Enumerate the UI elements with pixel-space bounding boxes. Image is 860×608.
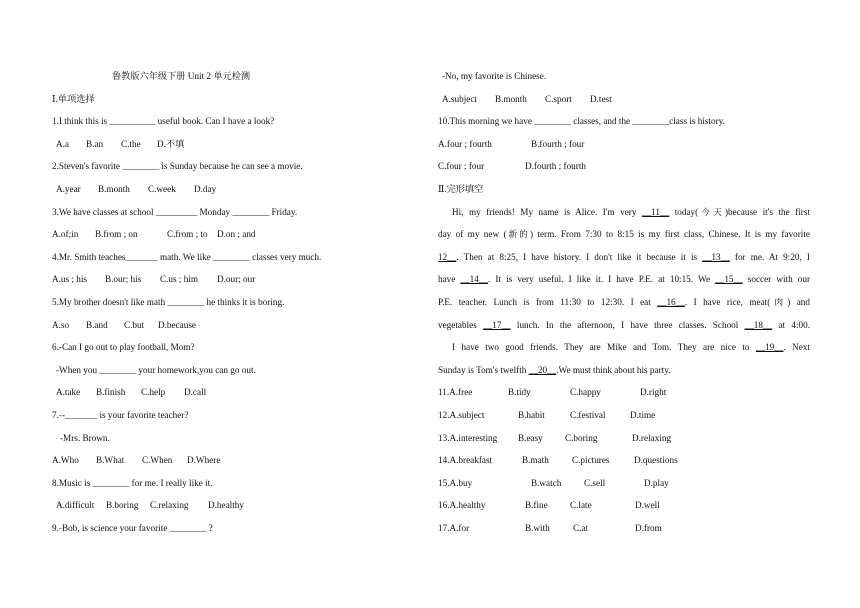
option: B.and bbox=[86, 319, 108, 330]
question-7-line-2: -Mrs. Brown. bbox=[60, 432, 110, 443]
passage-text: I have two good friends. They are Mike and Tom. They are nice to bbox=[452, 342, 756, 353]
option: C.late bbox=[570, 500, 592, 511]
passage-text: P.E. teacher. Lunch is from 11:30 to 12:30. I eat bbox=[438, 296, 658, 307]
option: D.play bbox=[644, 477, 669, 488]
option: D.from bbox=[635, 522, 662, 533]
option: B.fourth ; four bbox=[531, 138, 585, 149]
section-heading-multiple-choice: Ⅰ.单项选择 bbox=[52, 93, 95, 104]
passage-text: lunch. In the afternoon, I have three classes. School bbox=[510, 319, 745, 330]
passage-text: at 4:00. bbox=[772, 319, 810, 330]
option: A.a bbox=[56, 138, 70, 149]
option: C.help bbox=[141, 387, 166, 398]
option: A.of;in bbox=[52, 229, 79, 240]
blank-11: __11__ bbox=[641, 206, 670, 217]
option: D.fourth ; fourth bbox=[525, 161, 586, 172]
passage-text: . Next bbox=[783, 342, 811, 353]
option: C.but bbox=[124, 319, 145, 330]
option: A.so bbox=[52, 319, 70, 330]
option: D.well bbox=[635, 500, 660, 511]
option: A.subject bbox=[442, 93, 477, 104]
option: C.relaxing bbox=[150, 500, 189, 511]
option: A.Who bbox=[52, 455, 79, 466]
passage-line-6 bbox=[438, 314, 810, 337]
option: D.day bbox=[194, 183, 217, 194]
passage-text: 新的 bbox=[506, 230, 530, 241]
option: 14.A.breakfast bbox=[438, 455, 493, 466]
left-column bbox=[52, 65, 412, 539]
question-4: 4.Mr. Smith teaches_______ math. We like ________ classes very much. bbox=[52, 251, 322, 262]
option: D.healthy bbox=[208, 500, 244, 511]
option: D.on ; and bbox=[217, 229, 256, 240]
option: B.habit bbox=[518, 409, 545, 420]
passage-text: ) term. From 7:30 to 8:15 is my first class, Chinese. It is my favorite bbox=[529, 229, 810, 240]
passage-line-3 bbox=[438, 246, 810, 269]
option: C.at bbox=[573, 522, 589, 533]
option: B.our; his bbox=[105, 274, 142, 285]
option: D.relaxing bbox=[632, 432, 672, 443]
question-2-options bbox=[52, 178, 412, 201]
question-8-options bbox=[52, 494, 412, 517]
passage-text: today( bbox=[669, 206, 699, 217]
option: B.month bbox=[98, 183, 130, 194]
option: B.tidy bbox=[508, 387, 531, 398]
passage-text: day of my new ( bbox=[438, 229, 507, 240]
option: D.Where bbox=[187, 455, 221, 466]
passage-text: Hi, my friends! My name is Alice. I'm very bbox=[452, 206, 642, 217]
question-3-options bbox=[52, 223, 412, 246]
option: 17.A.for bbox=[438, 522, 470, 533]
passage-text: for me. At 9:20, I bbox=[729, 251, 810, 262]
blank-19: __19__ bbox=[755, 342, 784, 353]
option: C.four ; four bbox=[438, 161, 485, 172]
option: C.sport bbox=[545, 93, 572, 104]
option: C.week bbox=[148, 183, 176, 194]
question-6-options bbox=[52, 381, 412, 404]
passage-text: .We must think about his party. bbox=[556, 364, 671, 375]
option: D.不填 bbox=[157, 138, 185, 149]
passage-line-4 bbox=[438, 268, 810, 291]
question-13-options bbox=[438, 427, 810, 450]
option: B.What bbox=[96, 455, 125, 466]
option: B.from ; on bbox=[95, 229, 138, 240]
question-17-options bbox=[438, 517, 810, 540]
option: D.call bbox=[184, 387, 207, 398]
question-9: 9.-Bob, is science your favorite ________ ? bbox=[52, 522, 213, 533]
option: C.happy bbox=[570, 387, 601, 398]
option: 13.A.interesting bbox=[438, 432, 498, 443]
option: C.us ; him bbox=[160, 274, 199, 285]
option: B.with bbox=[525, 522, 550, 533]
passage-text: vegetables bbox=[438, 319, 484, 330]
passage-text: Sunday is Tom's twelfth bbox=[438, 364, 529, 375]
question-1-options bbox=[52, 133, 412, 156]
option: C.sell bbox=[584, 477, 606, 488]
question-2: 2.Steven's favorite ________ is Sunday because he can see a movie. bbox=[52, 161, 303, 172]
option: B.easy bbox=[518, 432, 543, 443]
option: B.boring bbox=[106, 500, 139, 511]
question-1: 1.I think this is __________ useful book. Can I have a look? bbox=[52, 116, 275, 127]
blank-18: __18__ bbox=[744, 319, 773, 330]
option: D.questions bbox=[634, 455, 678, 466]
question-10: 10.This morning we have ________ classes, and the ________class is history. bbox=[438, 116, 725, 127]
blank-13: __13__ bbox=[702, 251, 730, 262]
option: D.because bbox=[158, 319, 197, 330]
question-5: 5.My brother doesn't like math ________ he thinks it is boring. bbox=[52, 296, 285, 307]
question-6: 6.-Can I go out to play football, Mom? bbox=[52, 342, 195, 353]
option: B.fine bbox=[525, 500, 548, 511]
option: D.time bbox=[630, 409, 656, 420]
option: A.difficult bbox=[56, 500, 95, 511]
question-10-options-row-2 bbox=[438, 155, 810, 178]
question-8: 8.Music is ________ for me. I really like it. bbox=[52, 477, 213, 488]
option: 16.A.healthy bbox=[438, 500, 486, 511]
passage-line-8 bbox=[438, 359, 810, 382]
passage-text: . It is very useful. I like it. I have P.E. at 10:15. We bbox=[488, 274, 716, 285]
passage-text: soccer with our bbox=[742, 274, 811, 285]
passage-text: 肉 bbox=[770, 297, 788, 308]
option: A.year bbox=[56, 183, 81, 194]
blank-16: __16__ bbox=[657, 296, 685, 307]
question-9-options bbox=[438, 88, 810, 111]
passage-text: )because it's the first bbox=[725, 206, 810, 217]
option: C.from ; to bbox=[167, 229, 208, 240]
question-4-options bbox=[52, 268, 412, 291]
passage-line-1 bbox=[438, 201, 810, 224]
passage-line-2 bbox=[438, 223, 810, 246]
option: B.an bbox=[86, 138, 104, 149]
option: D.our; our bbox=[217, 274, 256, 285]
question-9-line-2: -No, my favorite is Chinese. bbox=[442, 71, 547, 81]
passage-text: 今天 bbox=[698, 207, 725, 218]
question-15-options bbox=[438, 472, 810, 495]
question-10-options-row-1 bbox=[438, 133, 810, 156]
passage-text: ) and bbox=[787, 296, 810, 307]
option: 12.A.subject bbox=[438, 409, 485, 420]
question-11-options bbox=[438, 381, 810, 404]
option: C.the bbox=[121, 138, 141, 149]
option: B.watch bbox=[531, 477, 562, 488]
option: 11.A.free bbox=[438, 387, 473, 398]
option: C.festival bbox=[570, 409, 606, 420]
option: D.test bbox=[590, 93, 612, 104]
option: C.pictures bbox=[572, 455, 610, 466]
question-7-options bbox=[52, 449, 412, 472]
section-heading-cloze: Ⅱ.完形填空 bbox=[438, 183, 484, 194]
question-5-options bbox=[52, 314, 412, 337]
question-6-line-2: -When you ________ your homework,you can go out. bbox=[56, 364, 256, 375]
blank-14: __14__ bbox=[460, 274, 489, 285]
question-7: 7.--_______ is your favorite teacher? bbox=[52, 409, 189, 420]
option: C.boring bbox=[565, 432, 598, 443]
page-title: 鲁教版六年级下册 Unit 2 单元检测 bbox=[112, 71, 251, 81]
passage-text: . Then at 8:25, I have history. I don't like it because it is bbox=[456, 251, 703, 262]
option: B.finish bbox=[96, 387, 126, 398]
question-16-options bbox=[438, 494, 810, 517]
option: B.math bbox=[522, 455, 549, 466]
option: A.us ; his bbox=[52, 274, 87, 285]
option: B.month bbox=[495, 93, 527, 104]
blank-20: __20__ bbox=[528, 364, 557, 375]
blank-12: 12__ bbox=[438, 251, 457, 262]
question-3: 3.We have classes at school _________ Monday ________ Friday. bbox=[52, 206, 298, 217]
blank-17: __17__ bbox=[483, 319, 511, 330]
passage-text: . I have rice, meat( bbox=[684, 296, 771, 307]
option: D.right bbox=[640, 387, 667, 398]
option: A.four ; fourth bbox=[438, 138, 492, 149]
option: A.take bbox=[56, 387, 81, 398]
blank-15: __15__ bbox=[715, 274, 743, 285]
passage-text: have bbox=[438, 274, 461, 285]
question-12-options bbox=[438, 404, 810, 427]
passage-line-7 bbox=[438, 336, 810, 359]
passage-line-5 bbox=[438, 291, 810, 314]
option: 15.A.buy bbox=[438, 477, 473, 488]
option: C.When bbox=[142, 455, 173, 466]
right-column bbox=[438, 65, 810, 539]
question-14-options bbox=[438, 449, 810, 472]
